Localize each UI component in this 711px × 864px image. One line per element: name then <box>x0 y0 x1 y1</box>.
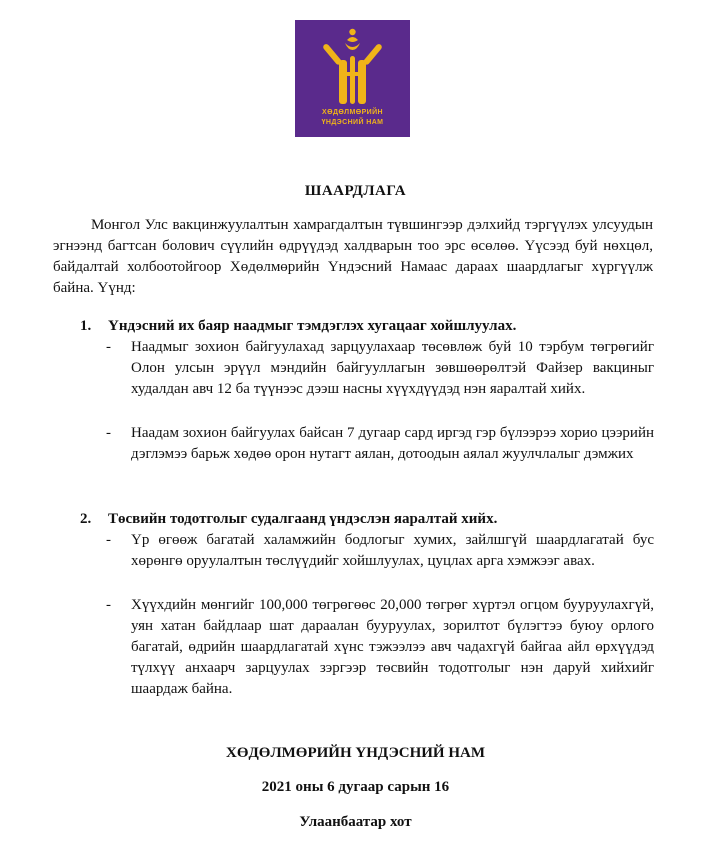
item-1-heading <box>80 316 516 337</box>
bullet-dash: - <box>106 532 111 548</box>
bullet-dash: - <box>106 425 111 441</box>
item-1-bullet-2 <box>106 423 654 465</box>
document-title: ШААРДЛАГА <box>304 183 407 199</box>
footer-place: Улаанбаатар хот <box>299 814 412 830</box>
item-1-bullet-1 <box>106 337 654 400</box>
footer-date: 2021 оны 6 дугаар сарын 16 <box>261 779 450 795</box>
item-1-heading-text: Үндэсний их баяр наадмыг тэмдэглэх хугацааг хойшлуулах. <box>108 318 517 334</box>
item-2-bullet-2-text: Хүүхдийн мөнгийг 100,000 төгрөгөөс 20,000 төгрөг хүртэл огцом бууруулахгүй, уян хатан байдлаар шат дараалан бууруулах, зорилтот бүлэгтээ буюу орлого багатай, өдрийн шаардлагатай хүнс тэжээлээ авч чадахгүй байгаа айл өрхүүдэд түлхүү анхаарч зарцуулах зэргээр төсвийн тодотголыг нэн даруй хийхийг шаардаж байна. <box>131 597 654 697</box>
intro-paragraph <box>53 215 653 299</box>
item-1-bullet-2-text: Наадам зохион байгуулах байсан 7 дугаар сард иргэд гэр бүлээрээ хорио цээрийн дэглэмээ барьж хөдөө орон нутагт аялан, дотоодын аялал жуулчлалыг дэмжих <box>131 425 654 462</box>
logo-text-line2: ҮНДЭСНИЙ НАМ <box>321 119 384 126</box>
party-logo <box>295 20 410 137</box>
logo-text-line1: ХӨДӨЛМӨРИЙН <box>322 109 383 116</box>
item-2-bullet-1-text: Үр өгөөж багатай халамжийн бодлогыг хумих, зайлшгүй шаардлагатай бус хөрөнгө оруулалтын төслүүдийг хойшлуулах, цуцлах арга хэмжээг авах. <box>131 532 654 569</box>
item-2-number: 2. <box>80 511 92 527</box>
intro-text: Монгол Улс вакцинжуулалтын хамрагдалтын түвшингээр дэлхийд тэргүүлэх улсуудын эгнээнд багтсан болович сүүлийн өдрүүдэд халдварын тоо эрс өсөлөө. Үүсээд буй нөхцөл, байдалтай холбоотойгоор Хөдөлмөрийн Үндэсний Намаас дараах шаардлагыг хүргүүлж байна. Үүнд: <box>53 217 653 296</box>
bullet-dash: - <box>106 339 111 355</box>
item-2-heading-text: Төсвийн тодотголыг судалгаанд үндэслэн яаралтай хийх. <box>108 511 498 527</box>
item-1-bullet-1-text: Наадмыг зохион байгуулахад зарцуулахаар төсөвлөж буй 10 тэрбум төгрөгийг Олон улсын эрүүл мэндийн байгууллагын зөвшөөрөлтэй Файзер вакциныг худалдан авч 12 ба түүнээс дээш насны хүүхдүүдэд нэн яаралтай хийх. <box>131 339 654 397</box>
item-1-number: 1. <box>80 318 92 334</box>
item-2-bullet-2 <box>106 595 654 700</box>
bullet-dash: - <box>106 597 111 613</box>
item-2-bullet-1 <box>106 530 654 572</box>
footer-organization: ХӨДӨЛМӨРИЙН ҮНДЭСНИЙ НАМ <box>225 745 485 761</box>
item-2-heading <box>80 509 497 530</box>
